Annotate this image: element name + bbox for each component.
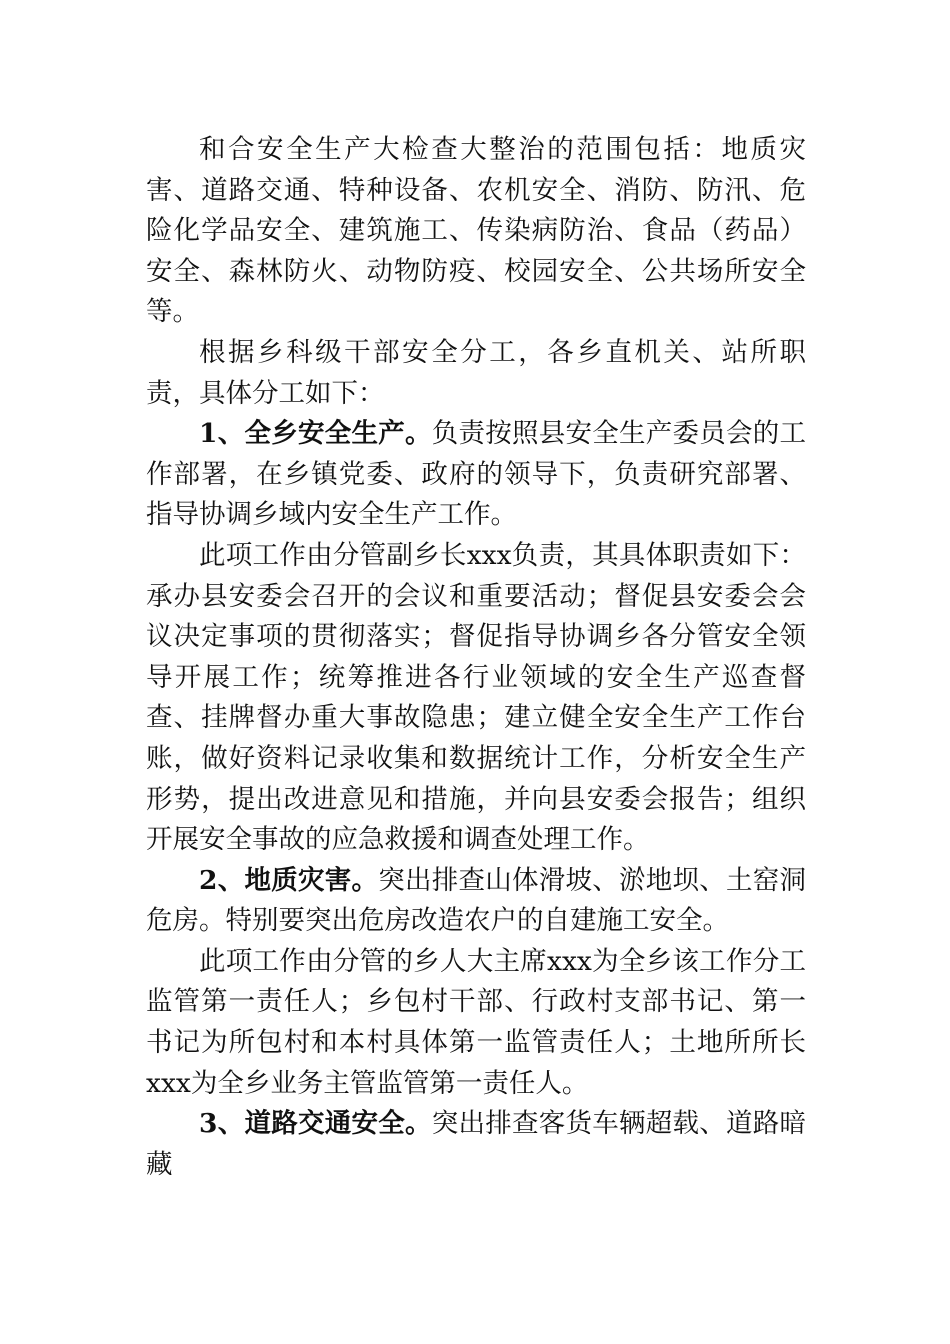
item-heading: 1、全乡安全生产。 — [199, 418, 432, 450]
item-heading: 2、地质灾害。 — [199, 864, 379, 896]
paragraph-text: 负责按照县安全生产委员会的工作部署，在乡镇党委、政府的领导下，负责研究部署、指导协调乡域内安全生产工作。 — [146, 418, 806, 531]
document-page — [146, 130, 806, 1185]
paragraph-text: 根据乡科级干部安全分工，各乡直机关、站所职责，具体分工如下： — [146, 336, 806, 409]
paragraph-text: 此项工作由分管的乡人大主席xxx为全乡该工作分工监管第一责任人；乡包村干部、行政村支部书记、第一书记为所包村和本村具体第一监管责任人；土地所所长xxx为全乡业务主管监管第一责任人。 — [146, 945, 806, 1099]
paragraph-item-3 — [146, 1104, 806, 1185]
paragraph-text: 突出排查客货车辆超载、道路暗藏 — [146, 1108, 806, 1180]
item-heading: 3、道路交通安全。 — [199, 1108, 432, 1140]
paragraph-division-intro — [146, 333, 806, 414]
paragraph-text: 突出排查山体滑坡、淤地坝、土窑洞危房。特别要突出危房改造农户的自建施工安全。 — [146, 864, 807, 937]
paragraph-scope — [146, 130, 806, 333]
paragraph-item-1 — [146, 414, 806, 536]
paragraph-text: 和合安全生产大检查大整治的范围包括：地质灾害、道路交通、特种设备、农机安全、消防、防汛、危险化学品安全、建筑施工、传染病防治、食品（药品）安全、森林防火、动物防疫、校园安全、公共场所安全等。 — [146, 134, 806, 328]
paragraph-text: 此项工作由分管副乡长xxx负责，其具体职责如下：承办县安委会召开的会议和重要活动；督促县安委会会议决定事项的贯彻落实；督促指导协调乡各分管安全领导开展工作；统筹推进各行业领域的安全生产巡查督查、挂牌督办重大事故隐患；建立健全安全生产工作台账，做好资料记录收集和数据统计工作，分析安全生产形势，提出改进意见和措施，并向县安委会报告；组织开展安全事故的应急救援和调查处理工作。 — [146, 539, 806, 856]
paragraph-item-2 — [146, 861, 806, 942]
paragraph-item-2-duty — [146, 942, 806, 1104]
paragraph-item-1-duty — [146, 536, 806, 861]
